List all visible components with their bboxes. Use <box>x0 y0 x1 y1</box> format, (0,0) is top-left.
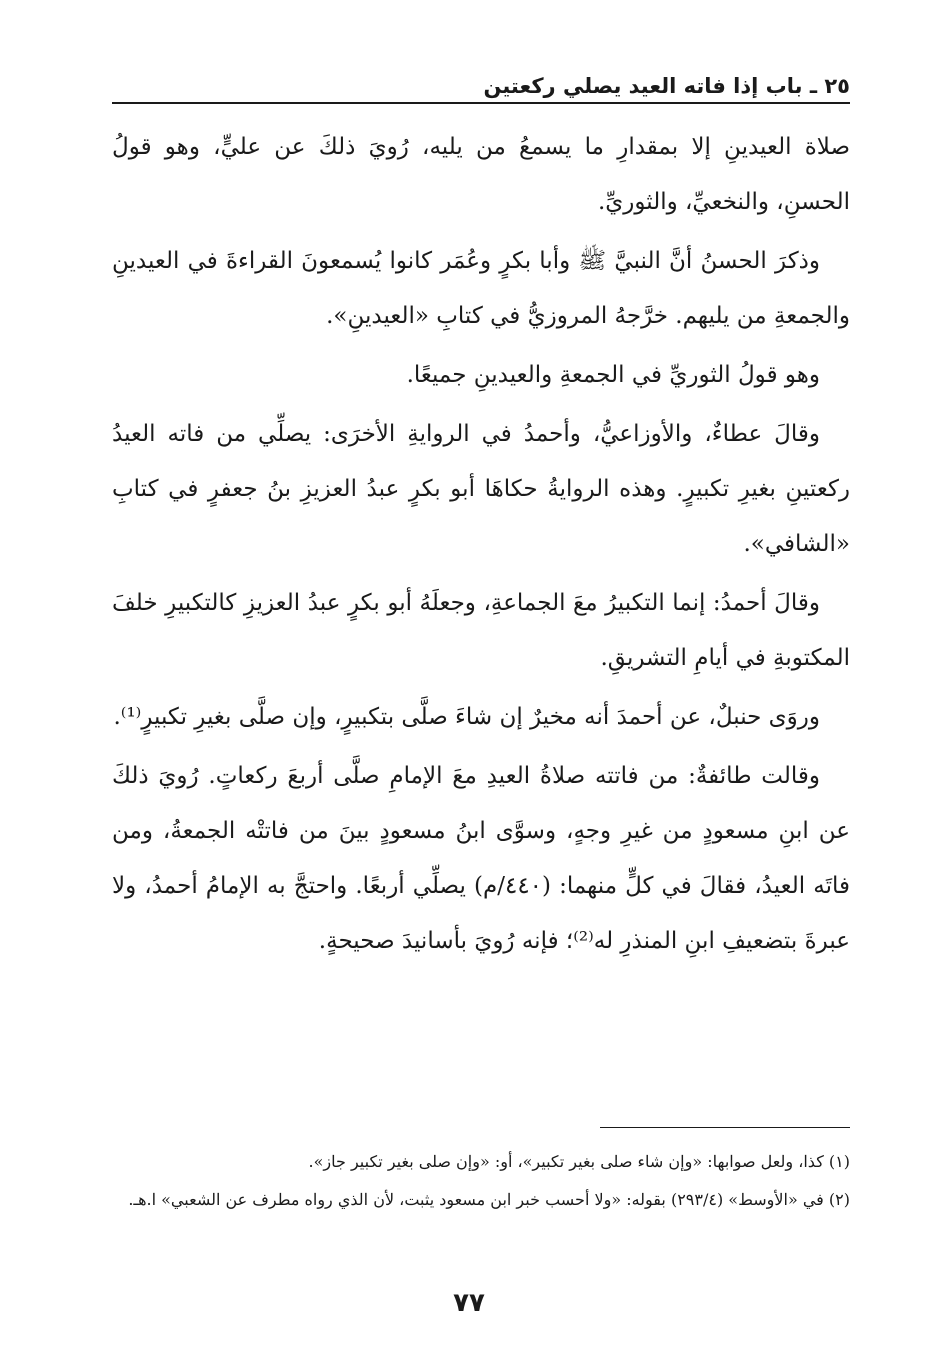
header-divider <box>112 102 850 104</box>
paragraph: وقالت طائفةٌ: من فاتته صلاةُ العيدِ معَ الإمامِ صلَّى أربعَ ركعاتٍ. رُويَ ذلكَ عن ابنِ مسعودٍ من غيرِ وجهٍ، وسوَّى ابنُ مسعودٍ بينَ من فاتتْه الجمعةُ، ومن فاتَه العيدُ، فقالَ في كلٍّ منهما: (٤٤٠/م) يصلِّي أربعًا. واحتجَّ به الإمامُ أحمدُ، ولا عبرةَ بتضعيفِ ابنِ المنذرِ له⁽²⁾؛ فإنه رُويَ بأسانيدَ صحيحةٍ. <box>112 763 850 954</box>
footnote: (٢) في «الأوسط» (٢٩٣/٤) بقوله: «ولا أحسب خبر ابن مسعود يثبت، لأن الذي رواه مطرف عن الشعبي» ا.هـ. <box>128 1190 850 1209</box>
paragraph: وذكرَ الحسنُ أنَّ النبيَّ ﷺ وأبا بكرٍ وعُمَر كانوا يُسمعونَ القراءةَ في العيدينِ والجمعةِ من يليهم. خرَّجهُ المروزيُّ في كتابِ «العيدينِ». <box>112 248 850 329</box>
footnote: (١) كذا، ولعل صوابها: «وإن شاء صلى بغير تكبير»، أو: «وإن صلى بغير تكبير جاز». <box>308 1152 850 1171</box>
paragraph: وروَى حنبلٌ، عن أحمدَ أنه مخيرٌ إن شاءَ صلَّى بتكبيرٍ، وإن صلَّى بغيرِ تكبيرٍ⁽¹⁾. <box>113 704 820 730</box>
main-text <box>112 120 850 973</box>
page-number: ٧٧ <box>453 1288 485 1318</box>
paragraph: وقالَ أحمدُ: إنما التكبيرُ معَ الجماعةِ، وجعلَهُ أبو بكرٍ عبدُ العزيزِ كالتكبيرِ خلفَ المكتوبةِ في أيامِ التشريقِ. <box>112 590 850 671</box>
footnote-divider <box>600 1127 850 1128</box>
chapter-header: ٢٥ ـ باب إذا فاته العيد يصلي ركعتين <box>483 74 850 98</box>
paragraph: وهو قولُ الثوريِّ في الجمعةِ والعيدينِ جميعًا. <box>406 362 820 388</box>
paragraph: صلاة العيدينِ إلا بمقدارِ ما يسمعُ من يليه، رُويَ ذلكَ عن عليٍّ، وهو قولُ الحسنِ، والنخعيِّ، والثوريِّ. <box>112 134 850 215</box>
footnotes <box>112 1143 850 1219</box>
paragraph: وقالَ عطاءٌ، والأوزاعيُّ، وأحمدُ في الروايةِ الأخرَى: يصلِّي من فاته العيدُ ركعتينِ بغيرِ تكبيرٍ. وهذه الروايةُ حكاهَا أبو بكرٍ عبدُ العزيزِ بنُ جعفرٍ في كتابِ «الشافي». <box>112 421 850 557</box>
